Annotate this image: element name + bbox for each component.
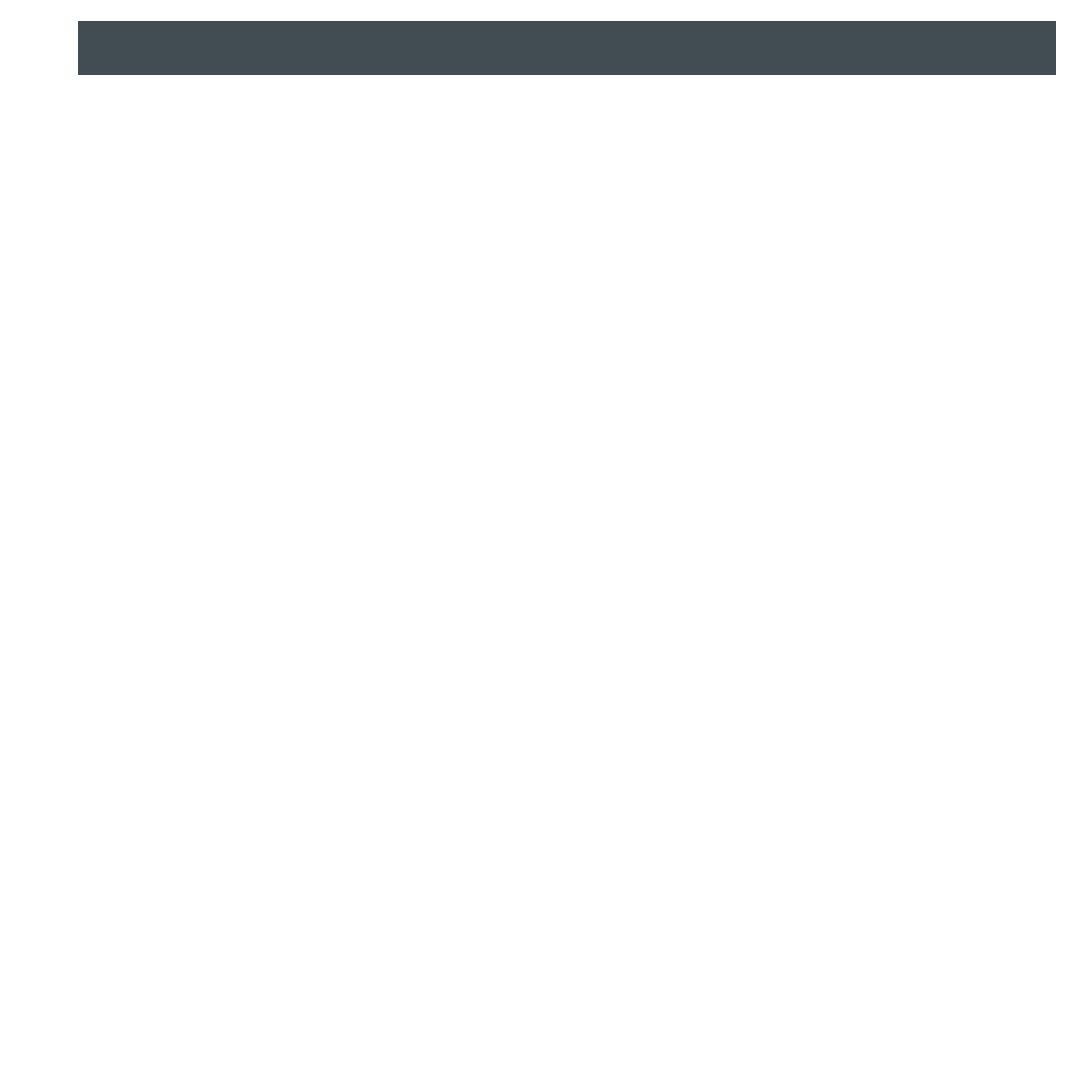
header-col-dimensions — [730, 47, 1056, 50]
table-header — [78, 21, 1056, 75]
